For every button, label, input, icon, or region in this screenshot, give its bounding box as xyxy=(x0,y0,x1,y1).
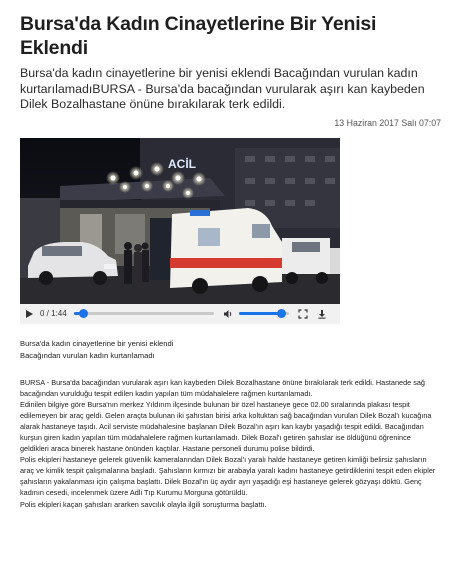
body-paragraph: Polis ekipleri kaçan şahısları ararken savcılık olayla ilgili soruşturma başlattı. xyxy=(20,499,267,509)
fullscreen-icon[interactable] xyxy=(298,309,308,319)
volume-handle[interactable] xyxy=(277,309,286,318)
progress-bar[interactable] xyxy=(74,312,214,315)
article-body xyxy=(20,377,441,510)
volume-fill xyxy=(239,312,282,315)
acil-sign: ACİL xyxy=(168,156,196,171)
caption-line: Bursa'da kadın cinayetlerine bir yenisi eklendi xyxy=(20,338,174,348)
download-icon[interactable] xyxy=(317,309,327,319)
body-paragraph: BURSA - Bursa'da bacağından vurularak aşırı kan kaybeden Dilek Bozalhastane önüne bırakılarak terk edildi. Hastanede sağ bacağından vurulduğu tespit edilen kadın yapılan tüm müdahalelere rağmen kurtarılamadı. xyxy=(20,377,425,398)
progress-handle[interactable] xyxy=(79,309,88,318)
publish-date: 13 Haziran 2017 Salı 07:07 xyxy=(334,117,441,128)
caption-line: Bacağından vurulan kadın kurtarılamadı xyxy=(20,350,155,360)
video-caption xyxy=(20,338,441,362)
video-time: 0 / 1:44 xyxy=(40,309,67,318)
article xyxy=(20,12,441,510)
body-paragraph: Polis ekipleri hastaneye gelerek güvenlik kameralarından Dilek Bozal'ı yaralı halde hastaneye getiren kimliği belirsiz şahısların araç ve kimlik tespit çalışmalarına başladı. Şahısların kırmızı bir arabayla yaralı kadını hastaneye getirdiklerini tespit eden ekipler şahısların yakalanması için çalışma başlattı. Dilek Bozal'ın üç aydır ayrı yaşadığı eşi hastaneye gelerek gözyaşı döktü. Genç kadının cesedi, incelenmek üzere Adli Tıp Kurumu Morguna götürüldü. xyxy=(20,455,436,498)
play-icon[interactable] xyxy=(26,310,33,318)
volume-slider[interactable] xyxy=(239,312,289,315)
body-paragraph: Edinilen bilgiye göre Bursa'nın merkez Yıldırım ilçesinde bulunan bir özel hastaneye gece 02.00 sıralarında plakası tespit edilemeyen bir araç geldi. Gelen araçta bulunan iki şahıstan birisi arka koltuktan sağ bacağından vurulan Dilek Bozal'ı kucağına alarak hastaneye taşıdı. Acil serviste müdahalesine başlanan Dilek Bozal'ın aşırı kan kaybı yaşadığı tespit edildi. Bacağından kurşun giren kadın yapılan tüm müdahalelere rağmen kurtarılamadı. Dilek Bozal'ı getiren şahıslar ise öldüğünü öğrenince geldikleri araca binerek hastane önünden kaçtılar. Hastane personeli durumu polise bildirdi. xyxy=(20,399,432,454)
video-frame[interactable] xyxy=(20,138,340,304)
video-player[interactable] xyxy=(20,138,340,324)
article-title: Bursa'da Kadın Cinayetlerine Bir Yenisi Eklendi xyxy=(20,13,377,59)
article-summary: Bursa'da kadın cinayetlerine bir yenisi eklendi Bacağından vurulan kadın kurtarılamadıBURSA - Bursa'da bacağından vurularak aşırı kan kaybeden Dilek Bozalhastane önüne bırakılarak terk edildi. xyxy=(20,66,425,111)
video-controls xyxy=(20,304,340,324)
volume-icon[interactable] xyxy=(223,309,233,319)
